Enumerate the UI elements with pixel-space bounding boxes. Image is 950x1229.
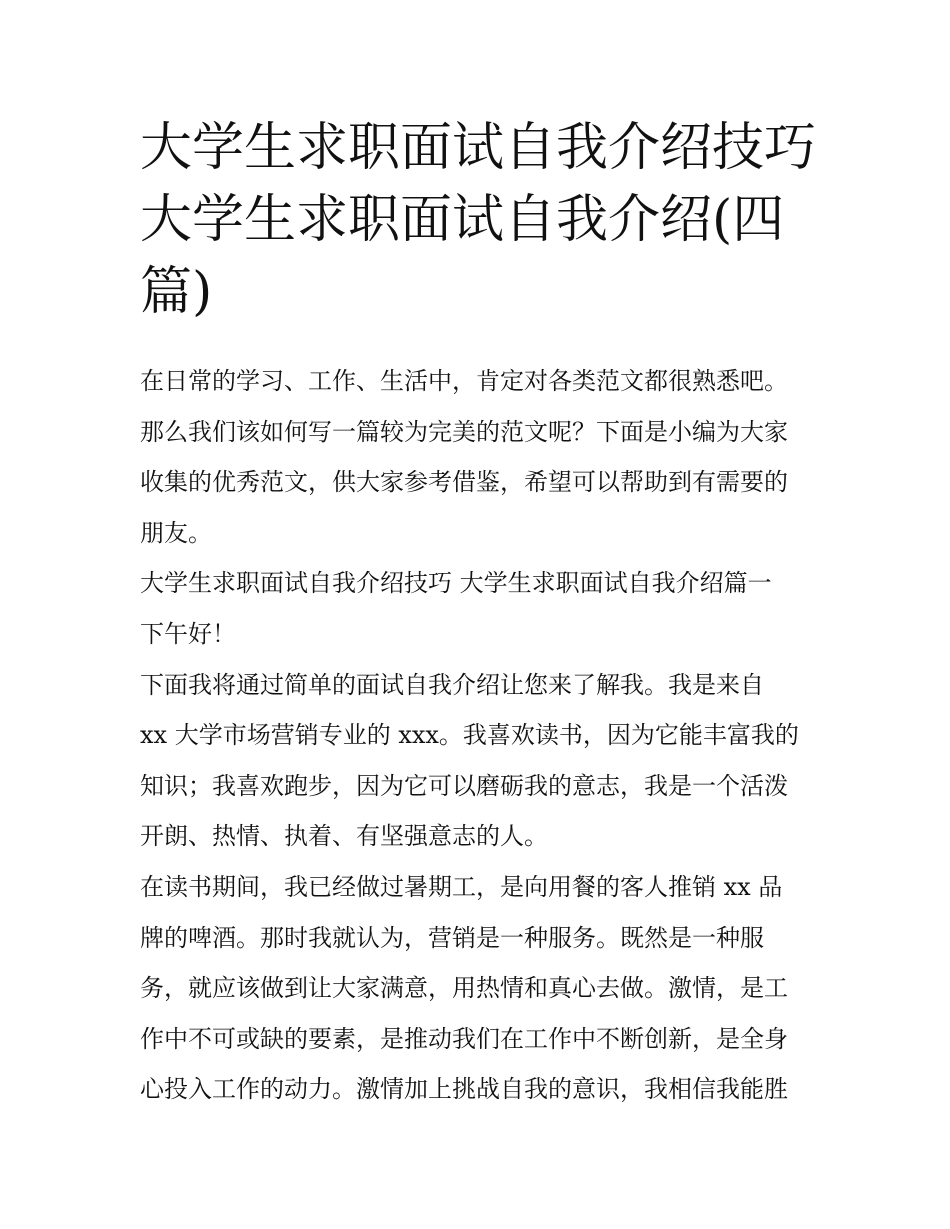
title-line-2: 大学生求职面试自我介绍(四: [140, 190, 785, 250]
body-line: 开朗、热情、执着、有坚强意志的人。: [140, 822, 548, 851]
document-body: [140, 356, 830, 1115]
body-line: 朋友。: [140, 518, 212, 547]
body-line: 心投入工作的动力。激情加上挑战自我的意识，我相信我能胜: [140, 1075, 788, 1104]
body-line: 那么我们该如何写一篇较为完美的范文呢？下面是小编为大家: [140, 417, 788, 446]
body-line: 知识；我喜欢跑步，因为它可以磨砺我的意志，我是一个活泼: [140, 771, 788, 800]
body-line: 在读书期间，我已经做过暑期工，是向用餐的客人推销 xx 品: [140, 872, 783, 901]
body-line: 牌的啤酒。那时我就认为，营销是一种服务。既然是一种服: [140, 923, 764, 952]
body-line: 下面我将通过简单的面试自我介绍让您来了解我。我是来自: [140, 670, 764, 699]
title-line-3: 篇): [140, 262, 213, 322]
body-line: 务，就应该做到让大家满意，用热情和真心去做。激情，是工: [140, 974, 788, 1003]
body-line: xx 大学市场营销专业的 xxx。我喜欢读书，因为它能丰富我的: [140, 721, 799, 750]
body-line: 收集的优秀范文，供大家参考借鉴，希望可以帮助到有需要的: [140, 468, 788, 497]
body-line: 下午好！: [140, 619, 236, 648]
body-line: 作中不可或缺的要素，是推动我们在工作中不断创新，是全身: [140, 1024, 788, 1053]
body-line: 在日常的学习、工作、生活中，肯定对各类范文都很熟悉吧。: [140, 367, 788, 395]
body-line: 大学生求职面试自我介绍技巧 大学生求职面试自我介绍篇一: [140, 569, 772, 598]
document-title: [140, 112, 830, 328]
title-line-1: 大学生求职面试自我介绍技巧: [140, 118, 817, 178]
